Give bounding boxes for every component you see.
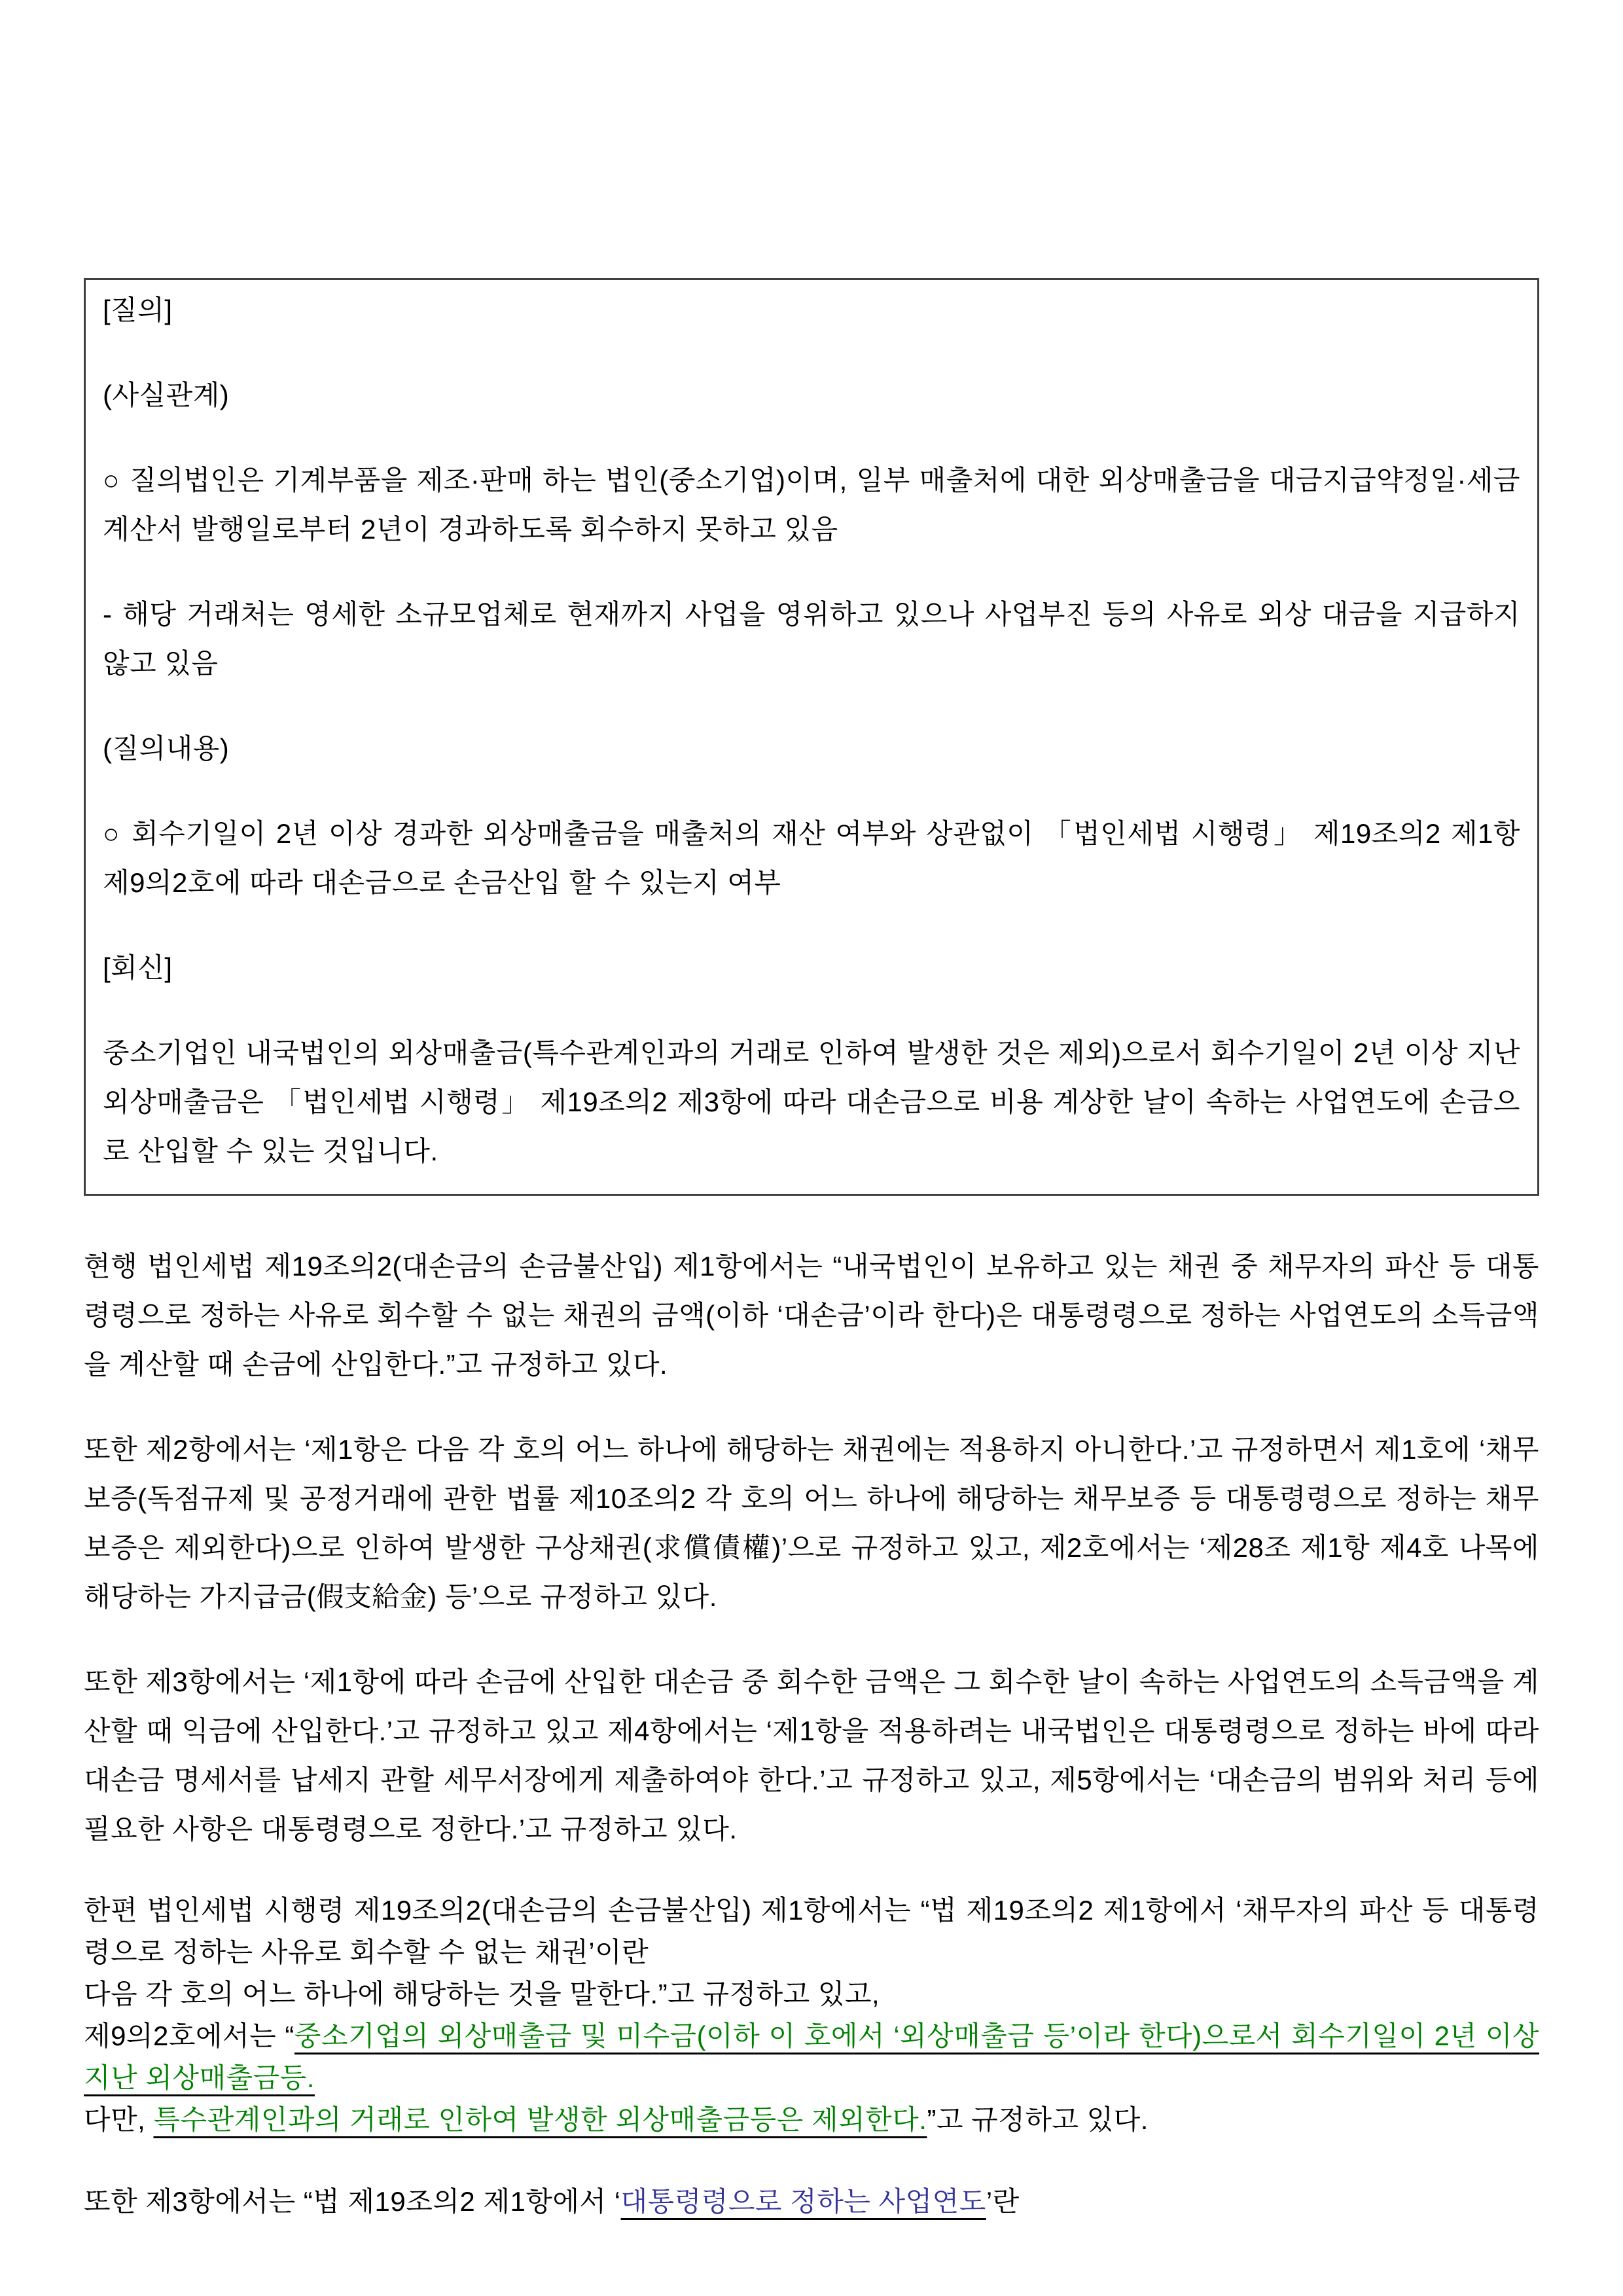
question-content: [103, 809, 1520, 907]
text-segment: 한편 법인세법 시행령 제19조의2(대손금의 손금불산입) 제1항에서는 “법 제19조의2 제1항에서 ‘채무자의 파산 등 대통령령으로 정하는 사유로 회수할 수 없는 채권’이란: [84, 1895, 1539, 1967]
inquiry-reply-box: [84, 278, 1539, 1196]
fact-item-2: [103, 590, 1520, 688]
text-segment: ’란: [986, 2186, 1020, 2217]
enforcement-decree-paragraph-3: [84, 2177, 1539, 2226]
green-underline-text-segment: 특수관계인과의 거래로 인하여 발생한 외상매출금등은 제외한다.: [153, 2104, 927, 2135]
text-segment: 제9의2호에서는 “: [84, 2020, 294, 2051]
text-segment: 또한 제3항에서는 “법 제19조의2 제1항에서 ‘: [84, 2186, 621, 2217]
text-segment: [회신]: [103, 952, 173, 983]
law-article-19-2-paragraph-1: [84, 1242, 1539, 1389]
text-segment: ○ 회수기일이 2년 이상 경과한 외상매출금을 매출처의 재산 여부와 상관없이 「법인세법 시행령」 제19조의2 제1항 제9의2호에 따라 대손금으로 손금산입 할 수 있는지 여부: [103, 818, 1520, 898]
text-segment: 중소기업인 내국법인의 외상매출금(특수관계인과의 거래로 인하여 발생한 것은 제외)으로서 회수기일이 2년 이상 지난 외상매출금은 「법인세법 시행령」 제19조의2 제3항에 따라 대손금으로 비용 계상한 날이 속하는 사업연도에 손금으로 산입할 수 있는 것입니다.: [103, 1037, 1520, 1166]
facts-label: [103, 370, 1520, 420]
law-article-19-2-paragraph-2: [84, 1425, 1539, 1621]
question-label: [103, 285, 1520, 334]
question-content-label: [103, 724, 1520, 773]
text-segment: (질의내용): [103, 733, 230, 764]
text-segment: [질의]: [103, 295, 173, 325]
reply-content: [103, 1028, 1520, 1175]
text-segment: 다만,: [84, 2104, 154, 2135]
text-segment: 다음 각 호의 어느 하나에 해당하는 것을 말한다.”고 규정하고 있고,: [84, 1979, 880, 2009]
text-segment: 현행 법인세법 제19조의2(대손금의 손금불산입) 제1항에서는 “내국법인이 보유하고 있는 채권 중 채무자의 파산 등 대통령령으로 정하는 사유로 회수할 수 없는 채권의 금액(이하 ‘대손금’이라 한다)은 대통령령으로 정하는 사업연도의 소득금액을 계산할 때 손금에 산입한다.”고 규정하고 있다.: [84, 1251, 1539, 1380]
text-segment: 또한 제2항에서는 ‘제1항은 다음 각 호의 어느 하나에 해당하는 채권에는 적용하지 아니한다.’고 규정하면서 제1호에 ‘채무보증(독점규제 및 공정거래에 관한 법률 제10조의2 각 호의 어느 하나에 해당하는 채무보증 등 대통령령으로 정하는 채무보증은 제외한다)으로 인하여 발생한 구상채권(求償債權)’으로 규정하고 있고, 제2호에서는 ‘제28조 제1항 제4호 나목에 해당하는 가지급금(假支給金) 등’으로 규정하고 있다.: [84, 1434, 1539, 1612]
law-article-19-2-paragraphs-3-to-5: [84, 1657, 1539, 1854]
text-segment: 또한 제3항에서는 ‘제1항에 따라 손금에 산입한 대손금 중 회수한 금액은 그 회수한 날이 속하는 사업연도의 소득금액을 계산할 때 익금에 산입한다.’고 규정하고 있고 제4항에서는 ‘제1항을 적용하려는 내국법인은 대통령령으로 정하는 바에 따라 대손금 명세서를 납세지 관할 세무서장에게 제출하여야 한다.’고 규정하고 있고, 제5항에서는 ‘대손금의 범위와 처리 등에 필요한 사항은 대통령령으로 정한다.’고 규정하고 있다.: [84, 1666, 1539, 1844]
reply-label: [103, 943, 1520, 992]
text-segment: (사실관계): [103, 380, 230, 410]
blue-underline-text-segment: 대통령령으로 정하는 사업연도: [620, 2186, 986, 2217]
text-segment: ”고 규정하고 있다.: [927, 2104, 1149, 2135]
fact-item-1: [103, 456, 1520, 554]
green-underline-text-segment: 중소기업의 외상매출금 및 미수금(이하 이 호에서 ‘외상매출금 등’이라 한다)으로서 회수기일이 2년 이상 지난 외상매출금등.: [84, 2020, 1539, 2093]
enforcement-decree-paragraph-1: [84, 1890, 1539, 2141]
commentary-section: [84, 1242, 1539, 2226]
text-segment: ○ 질의법인은 기계부품을 제조·판매 하는 법인(중소기업)이며, 일부 매출처에 대한 외상매출금을 대금지급약정일·세금계산서 발행일로부터 2년이 경과하도록 회수하지 못하고 있음: [103, 465, 1520, 545]
text-segment: - 해당 거래처는 영세한 소규모업체로 현재까지 사업을 영위하고 있으나 사업부진 등의 사유로 외상 대금을 지급하지 않고 있음: [103, 599, 1520, 679]
